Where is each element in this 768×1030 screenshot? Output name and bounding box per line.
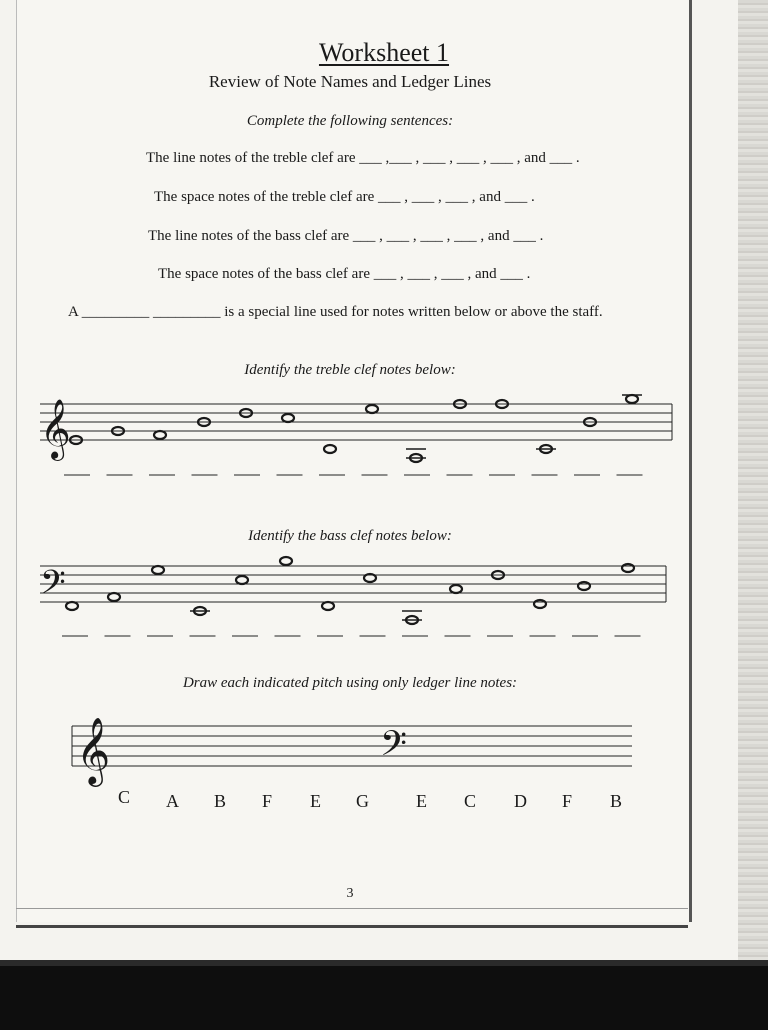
- draw-staff: [72, 726, 632, 766]
- whole-note-icon: [578, 582, 590, 590]
- treble-clef-icon: 𝄞: [40, 399, 71, 459]
- whole-note-icon: [534, 600, 546, 608]
- instruction-treble: Identify the treble clef notes below:: [244, 362, 456, 378]
- whole-note-icon: [66, 602, 78, 610]
- whole-note-icon: [152, 566, 164, 574]
- draw-pitch-letter: F: [262, 791, 273, 811]
- draw-pitch-letter: G: [356, 791, 369, 811]
- instruction-sentences: Complete the following sentences:: [246, 113, 454, 129]
- treble-clef-icon: 𝄞: [76, 716, 111, 784]
- bass-clef-icon: 𝄢: [40, 564, 66, 610]
- draw-pitch-letter: D: [514, 791, 527, 811]
- page-subtitle: Review of Note Names and Ledger Lines: [208, 72, 492, 91]
- whole-note-icon: [282, 414, 294, 422]
- bass-clef-icon: 𝄢: [380, 723, 408, 772]
- sentence-treble-spaces: The space notes of the treble clef are ___ , ___ , ___ , and ___ .: [154, 189, 535, 205]
- whole-note-icon: [366, 405, 378, 413]
- treble-notes: [70, 395, 642, 462]
- instruction-bass: Identify the bass clef notes below:: [248, 528, 452, 544]
- draw-pitch-letter: E: [310, 791, 321, 811]
- sentence-ledger-line: A _________ _________ is a special line used for notes written below or above the staff.: [68, 304, 603, 320]
- whole-note-icon: [154, 431, 166, 439]
- draw-pitch-letter: F: [562, 791, 573, 811]
- sentence-bass-lines: The line notes of the bass clef are ___ , ___ , ___ , ___ , and ___ .: [148, 228, 544, 244]
- instruction-draw: Draw each indicated pitch using only ledger line notes:: [182, 675, 518, 691]
- draw-pitch-letter: C: [118, 787, 131, 807]
- whole-note-icon: [450, 585, 462, 593]
- sentence-treble-lines: The line notes of the treble clef are ___ ,___ , ___ , ___ , ___ , and ___ .: [146, 150, 580, 166]
- page-title: Worksheet 1: [318, 38, 450, 67]
- whole-note-icon: [322, 602, 334, 610]
- sentence-bass-spaces: The space notes of the bass clef are ___ , ___ , ___ , and ___ .: [158, 266, 531, 282]
- whole-note-icon: [324, 445, 336, 453]
- draw-pitch-letter: B: [610, 791, 623, 811]
- bass-notes: [66, 557, 634, 624]
- draw-pitch-letter: B: [214, 791, 227, 811]
- treble-staff: [40, 404, 672, 440]
- bass-staff: [40, 566, 666, 602]
- whole-note-icon: [626, 395, 638, 403]
- page-number: 3: [346, 886, 354, 901]
- whole-note-icon: [108, 593, 120, 601]
- whole-note-icon: [236, 576, 248, 584]
- draw-pitch-letter: C: [464, 791, 477, 811]
- draw-pitch-letter: A: [166, 791, 179, 811]
- whole-note-icon: [622, 564, 634, 572]
- draw-pitch-letter: E: [416, 791, 427, 811]
- whole-note-icon: [280, 557, 292, 565]
